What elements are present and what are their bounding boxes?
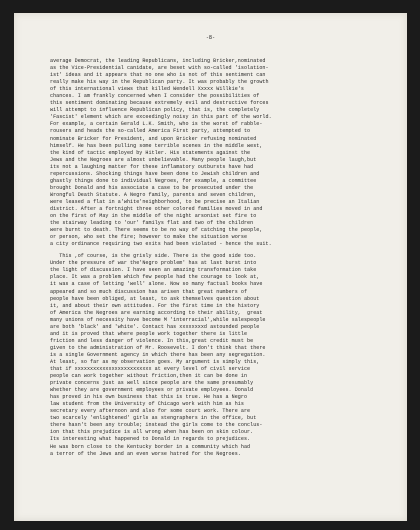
text-line: rousers and heads the so-called America First party, attempted to <box>50 128 251 135</box>
text-line: 'Fascist' element which are exceedingly noisy in this part of the world. <box>50 114 272 121</box>
text-line: will attempt to influence Republican policy, that is, the completely <box>50 107 260 114</box>
text-line: Jews and the Negroes are almost unbelievable. Many people laugh,but <box>50 156 257 163</box>
text-line: friction and less danger of violence. In this,great credit must be <box>50 337 254 344</box>
text-line: there hasn't been any trouble; instead the girls come to the conclus- <box>50 422 263 429</box>
text-line: This ,of course, is the grisly side. There is the good side too. <box>50 253 257 260</box>
text-line: Wrongful Death Statute. A Negro family, parents and seven children, <box>50 191 257 198</box>
text-line: average Democrat, the leading Republicans, including Bricker,nominated <box>50 58 266 64</box>
text-line: were leased a flat in a'white'neighborhood, to be precise an Italian <box>50 198 260 205</box>
letter-body <box>50 58 390 458</box>
text-line: given to the administration of Mr. Roosevelt. I don't think that there <box>50 344 266 351</box>
text-line: and it is proved that where people work together there is little <box>50 330 248 337</box>
text-line: a city ordinance requiring two exits had been violated - hence the suit. <box>50 241 272 248</box>
paragraph-1 <box>50 58 390 248</box>
text-line: the stairway leading to 'our' familys flat and two of the children <box>50 220 254 227</box>
text-line: repercussions. Shocking things have been done to Jewish children and <box>50 170 260 177</box>
text-line: it was a case of letting 'well' alone. Now so many factual books have <box>50 281 263 288</box>
text-line: of America the Negroes are earning according to their ability, great <box>50 309 263 316</box>
text-line: a terror of the Jews and an even worse hatred for the Negroes. <box>50 450 241 457</box>
typewritten-page <box>14 13 407 521</box>
text-line: private concerns just as well since people are the same presumably <box>50 380 254 387</box>
text-line: this sentiment dominating because extremely evil and destructive forces <box>50 100 269 107</box>
text-line: ghastly things done to individual Negroes, for example, a committee <box>50 177 257 184</box>
text-line: the kind of tactic employed by Hitler. His statements against the <box>50 149 251 156</box>
text-line: He was born close to the Kentucky border in a community which had <box>50 443 251 450</box>
text-line: people have been obliged, at least, to ask themselves question about <box>50 295 260 302</box>
text-line: place. It was a problem which few people had the courage to look at, <box>50 274 260 281</box>
text-line: were burnt to death. There seems to be no way of catching the people, <box>50 227 263 234</box>
text-line: two scarcely 'enlightened' girls as stengraphers in the office, but <box>50 415 257 422</box>
text-line: district. After a fortnight three other colored families moved in and <box>50 205 263 212</box>
text-line: its not a laughing matter for these inflamatory outbursts have had <box>50 163 254 170</box>
text-line: is a single Government agency in which there has been any segregation. <box>50 351 266 358</box>
text-line: himself. He has been pulling some terrible scenes in the middle west, <box>50 142 263 149</box>
text-line: of this international views that killed Wendell Xxxxx Willkie's <box>50 86 244 93</box>
text-line: are both 'black' and 'white'. Contact has xxxxxxxxd astounded people <box>50 323 260 330</box>
text-line: brought Donald and his associate a case to be prosecuted under the <box>50 184 254 191</box>
text-line: or person, who set the fire; however to make the situation worse <box>50 234 248 241</box>
text-line: At least, so far as my observation goes. My argument is simply this, <box>50 358 260 365</box>
text-line: really make his way in the Republican party. It was probably the growth <box>50 79 269 86</box>
text-line: people can work together without friction,then it can be done in <box>50 373 248 380</box>
text-line: law student from the University of Chicago work with him as his <box>50 401 244 408</box>
text-line: whether they are government employees or private employees. Donald <box>50 387 254 394</box>
text-line: as the Vice-Presidential canidate, are beset with so-called 'isolation- <box>50 65 269 72</box>
text-line: has proved in his own business that this is true. He has a Negro <box>50 394 248 401</box>
text-line: ist' ideas and it appears that no one who is not of this sentiment can <box>50 72 266 79</box>
text-line: many unions of necessity have become M 'interracial',while salespeople <box>50 316 266 323</box>
paragraph-2 <box>50 253 390 457</box>
text-line: nominate Bricker for President, and upon Bricker refusing nominated <box>50 135 257 142</box>
text-line: it, and about their own attitudes. For the first time in the history <box>50 302 260 309</box>
text-line: that if xxxxxxxxxxxxxxxxxxxxxxxxx at every level of civil service <box>50 366 251 373</box>
text-line: Under the pressure of war the'Negro problem' has at last burst into <box>50 260 257 267</box>
text-line: ion that this prejudice is all wrong when has been on skin colour. <box>50 429 254 436</box>
text-line: chances. I am frankly concerned when I consider the possibilities of <box>50 93 260 100</box>
text-line: on the first of May in the middle of the night arsonist set fire to <box>50 213 257 220</box>
text-line: For example, a certain Gerald L.K. Smith, who is the worst of rabble- <box>50 121 263 128</box>
text-line: appeared and so much discussion has arisen that great numbers of <box>50 288 248 295</box>
text-line: secretary every afternoon and also for some court work. There are <box>50 408 251 415</box>
text-line: Its interesting what happened to Donald in regards to prejudices. <box>50 436 251 443</box>
text-line: the light of discussion. I have seen an amazing transformation take <box>50 267 257 274</box>
page-number: -8- <box>205 35 216 41</box>
